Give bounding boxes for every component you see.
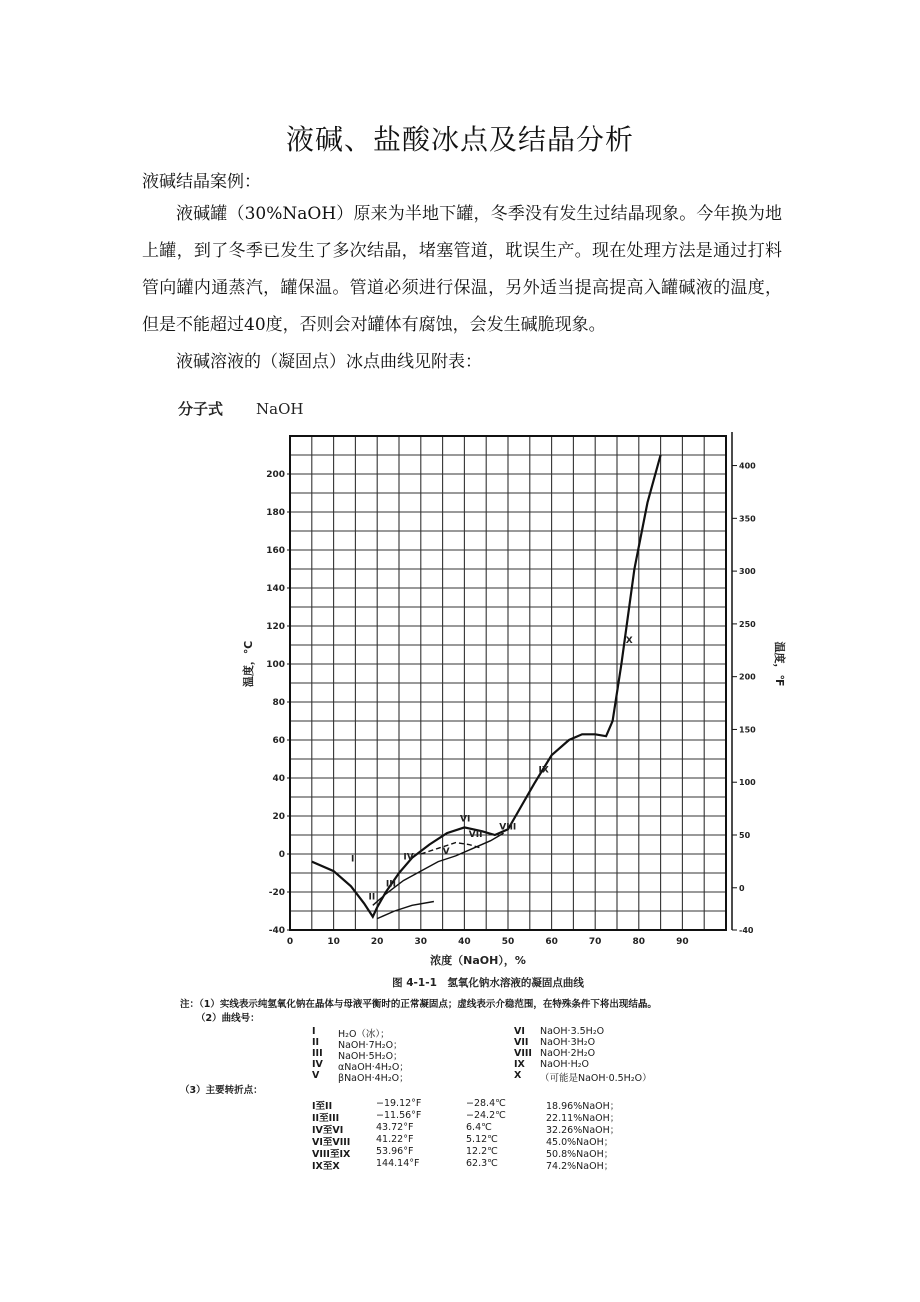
turning-point-c: 12.2℃	[466, 1146, 498, 1157]
turning-point-pair: IV至VI	[312, 1125, 344, 1136]
turning-point-c: −28.4℃	[466, 1098, 506, 1109]
turning-point-conc: 22.11%NaOH；	[546, 1113, 620, 1124]
curve-desc: NaOH·7H₂O；	[338, 1040, 403, 1051]
y-axis-label-left: 温度，℃	[242, 640, 255, 688]
case-paragraph: 液碱罐（30%NaOH）原来为半地下罐，冬季没有发生过结晶现象。今年换为地上罐，到了冬季已发生了多次结晶，堵塞管道，耽误生产。现在处理方法是通过打料管向罐内通蒸汽，罐保温。管道必须进行保温，另外适当提高提高入罐碱液的温度，但是不能超过40度，否则会对罐体有腐蚀，会发生碱脆现象。	[142, 204, 782, 335]
notes-heading-1: 注：（1）实线表示纯氢氧化钠在晶体与母液平衡时的正常凝固点；虚线表示介稳范围，在特殊条件下将出现结晶。	[180, 999, 657, 1010]
x-tick-label: 70	[588, 937, 602, 947]
curve-number: III	[312, 1048, 323, 1059]
notes-heading-2: （2）曲线号：	[196, 1013, 260, 1024]
x-tick-label: 80	[632, 937, 646, 947]
turning-point-pair: VIII至IX	[312, 1149, 351, 1160]
curve-label: I	[351, 854, 355, 865]
section-label: 液碱结晶案例：	[142, 172, 261, 192]
x-tick-label: 10	[327, 937, 340, 947]
curve-label: VII	[468, 829, 483, 840]
curve-number: II	[312, 1037, 320, 1048]
y-tick-label-right: 50	[739, 831, 751, 840]
y-tick-label-left: 0	[278, 850, 285, 860]
turning-point-conc: 74.2%NaOH；	[546, 1161, 614, 1172]
y-tick-label-right: 300	[739, 567, 756, 577]
curve-desc: NaOH·3H₂O	[540, 1037, 596, 1048]
curve-desc: NaOH·H₂O	[540, 1059, 589, 1070]
x-tick-label: 90	[676, 937, 689, 947]
y-tick-label-right: 200	[739, 672, 756, 682]
curve-number: IV	[312, 1059, 323, 1070]
curve-label: IV	[403, 852, 414, 863]
turning-point-c: 5.12℃	[466, 1134, 498, 1145]
y-axis-label-right: 温度，℉	[773, 641, 786, 687]
turning-point-f: 43.72°F	[376, 1122, 414, 1133]
curve-label: VIII	[499, 822, 517, 833]
freezing-point-chart	[160, 392, 850, 992]
chart-header-formula: NaOH	[256, 400, 304, 418]
y-tick-label-left: 120	[266, 622, 285, 632]
turning-point-conc: 45.0%NaOH；	[546, 1137, 614, 1148]
turning-point-f: 144.14°F	[376, 1158, 420, 1169]
x-axis-label: 浓度（NaOH），%	[430, 954, 526, 967]
y-tick-label-left: 200	[266, 470, 285, 480]
turning-point-conc: 18.96%NaOH；	[546, 1101, 620, 1112]
curve-number: VII	[514, 1037, 529, 1048]
x-tick-label: 40	[458, 937, 471, 947]
curve-number: IX	[514, 1059, 525, 1070]
x-tick-label: 0	[286, 937, 294, 947]
x-tick-label: 50	[501, 937, 515, 947]
curve-label: VI	[460, 814, 471, 825]
turning-point-f: 53.96°F	[376, 1146, 414, 1157]
turning-point-c: 62.3℃	[466, 1158, 498, 1169]
curve-desc: NaOH·2H₂O	[540, 1048, 596, 1059]
y-tick-label-left: -40	[268, 926, 285, 936]
page-title: 液碱、盐酸冰点及结晶分析	[285, 123, 634, 156]
y-tick-label-right: 100	[739, 778, 756, 788]
y-tick-label-left: 160	[266, 546, 285, 556]
turning-point-f: −19.12°F	[376, 1098, 422, 1109]
curve-number: V	[312, 1070, 320, 1081]
y-tick-label-right: -40	[739, 926, 754, 935]
y-tick-label-left: 140	[266, 584, 285, 594]
x-tick-label: 20	[370, 937, 384, 947]
turning-point-pair: I至II	[312, 1101, 333, 1112]
y-tick-label-right: 400	[739, 461, 756, 471]
curve-label: III	[385, 879, 396, 890]
y-tick-label-left: 60	[272, 736, 285, 746]
curve-number: VI	[514, 1026, 525, 1037]
y-tick-label-right: 150	[739, 725, 756, 735]
curve-number: I	[312, 1026, 316, 1037]
turning-point-conc: 50.8%NaOH；	[546, 1149, 614, 1160]
curve-desc: NaOH·3.5H₂O	[540, 1026, 605, 1037]
curve-label: V	[442, 847, 450, 857]
curve-label: IX	[538, 765, 549, 776]
series-line-metastable-1	[373, 833, 504, 905]
curve-number: X	[514, 1070, 522, 1081]
y-tick-label-left: 100	[266, 660, 285, 670]
y-tick-label-right: 350	[739, 514, 756, 524]
curve-desc: αNaOH·4H₂O；	[338, 1062, 409, 1073]
turning-point-f: −11.56°F	[376, 1110, 422, 1121]
curve-desc: NaOH·5H₂O；	[338, 1051, 403, 1062]
curve-desc: H₂O（冰）；	[338, 1029, 390, 1040]
turning-point-c: 6.4℃	[466, 1122, 492, 1133]
y-tick-label-left: 40	[272, 774, 285, 784]
curve-label: II	[368, 892, 376, 903]
y-tick-label-left: 180	[266, 508, 285, 518]
curve-label: X	[625, 636, 633, 647]
turning-point-pair: IX至X	[312, 1161, 340, 1172]
series-line-metastable-3	[377, 902, 434, 919]
y-tick-label-left: -20	[268, 888, 285, 898]
x-tick-label: 30	[414, 937, 428, 947]
turning-point-pair: VI至VIII	[312, 1137, 351, 1148]
turning-point-pair: II至III	[312, 1113, 340, 1124]
y-tick-label-right: 0	[739, 883, 745, 893]
y-tick-label-right: 250	[739, 619, 756, 629]
notes-heading-3: （3）主要转折点：	[180, 1085, 263, 1096]
curve-number: VIII	[514, 1048, 532, 1059]
y-tick-label-left: 20	[272, 812, 285, 822]
chart-intro: 液碱溶液的（凝固点）冰点曲线见附表：	[176, 352, 482, 372]
chart-header-label: 分子式	[178, 400, 224, 418]
x-tick-label: 60	[545, 937, 558, 947]
turning-point-conc: 32.26%NaOH；	[546, 1125, 620, 1136]
turning-point-f: 41.22°F	[376, 1134, 414, 1145]
curve-desc: βNaOH·4H₂O；	[338, 1073, 409, 1084]
chart-caption: 图 4-1-1 氢氧化钠水溶液的凝固点曲线	[392, 977, 584, 989]
curve-desc: （可能是NaOH·0.5H₂O）	[540, 1073, 652, 1084]
y-tick-label-left: 80	[272, 698, 285, 708]
chart-notes	[160, 990, 860, 1180]
turning-point-c: −24.2℃	[466, 1110, 506, 1121]
